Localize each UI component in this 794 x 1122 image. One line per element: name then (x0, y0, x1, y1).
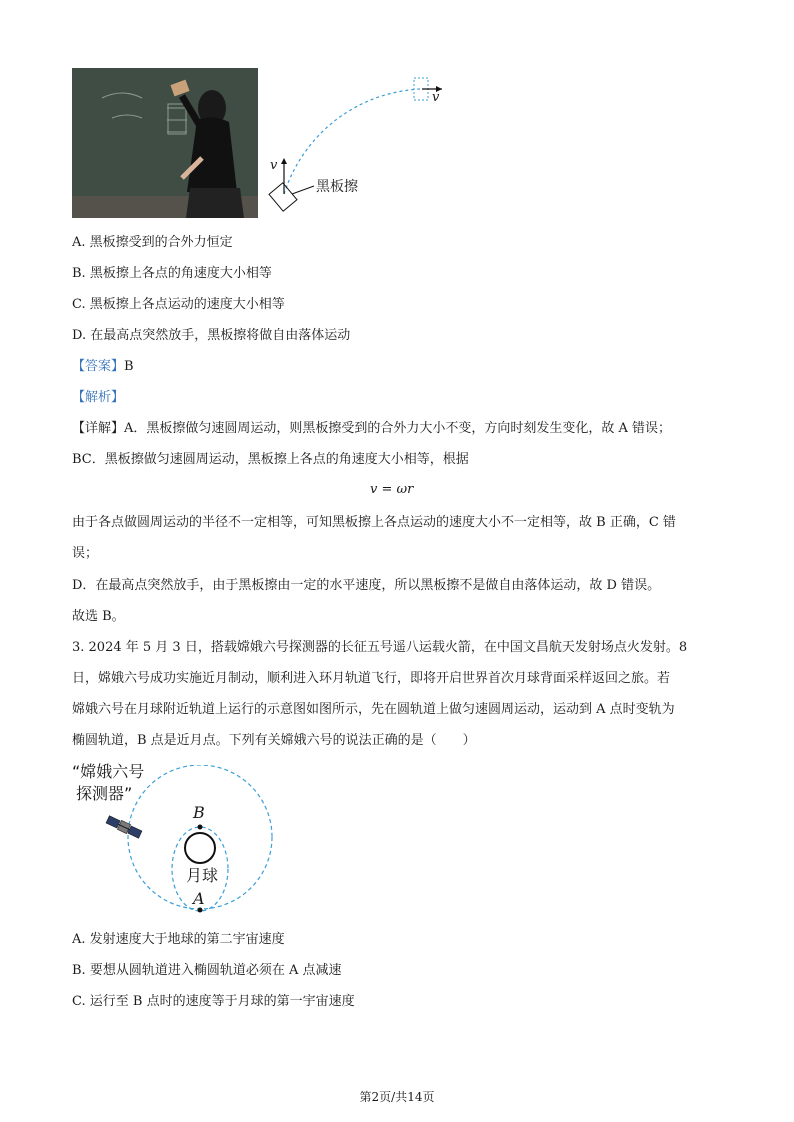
q2-option-c: C. 黑板擦上各点运动的速度大小相等 (72, 297, 285, 312)
point-b-dot (198, 825, 203, 830)
point-a-label: A (193, 889, 205, 908)
q3-line-1: 3. 2024 年 5 月 3 日，搭载嫦娥六号探测器的长征五号遥八运载火箭，在中国文昌航天发射场点火发射。8 (72, 640, 688, 655)
detail-text-1: A．黑板擦做匀速圆周运动，则黑板擦受到的合外力大小不变，方向时刻发生变化，故 A 错误； (124, 421, 672, 436)
q2-option-a: A. 黑板擦受到的合外力恒定 (72, 235, 233, 250)
point-b-label: B (193, 803, 205, 822)
moon-label: 月球 (186, 866, 219, 885)
lunar-orbit-diagram (72, 762, 302, 925)
analysis-tag: 【解析】 (72, 390, 125, 405)
detail-line-4: 误； (72, 546, 99, 561)
detail-line-6: 故选 B。 (72, 609, 125, 624)
eraser-trajectory-diagram (262, 68, 482, 228)
chalkboard-photo (72, 68, 258, 218)
detail-line-1 (72, 419, 671, 439)
q3-line-2: 日，嫦娥六号成功实施近月制动，顺利进入环月轨道飞行，即将开启世界首次月球背面采样返回之旅。若 (72, 671, 671, 686)
q3-option-b: B. 要想从圆轨道进入椭圆轨道必须在 A 点减速 (72, 963, 342, 978)
point-a-dot (198, 908, 203, 913)
q2-option-b: B. 黑板擦上各点的角速度大小相等 (72, 266, 272, 281)
answer-tag: 【答案】 (72, 359, 125, 374)
satellite-icon (106, 815, 143, 839)
eraser-bottom (269, 183, 297, 211)
page-number: 第2页/共14页 (359, 1090, 435, 1104)
detail-line-5: D．在最高点突然放手，由于黑板擦由一定的水平速度，所以黑板擦不是做自由落体运动，故 D 错误。 (72, 578, 661, 593)
probe-label-line2: 探测器” (76, 784, 133, 803)
answer-line (72, 357, 134, 377)
detail-tag: 【详解】 (72, 421, 125, 436)
q2-option-d: D. 在最高点突然放手，黑板擦将做自由落体运动 (72, 328, 351, 343)
moon (185, 833, 215, 863)
velocity-label-top: v (432, 90, 440, 105)
q3-line-4: 椭圆轨道，B 点是近月点。下列有关嫦娥六号的说法正确的是（ ） (72, 733, 476, 748)
detail-line-3: 由于各点做圆周运动的半径不一定相等，可知黑板擦上各点运动的速度大小不一定相等，故 B 正确，C 错 (72, 515, 676, 530)
velocity-label-bottom: v (270, 158, 278, 173)
q3-line-3: 嫦娥六号在月球附近轨道上运行的示意图如图所示，先在圆轨道上做匀速圆周运动，运动到 A 点时变轨为 (72, 702, 675, 717)
q3-option-a: A. 发射速度大于地球的第二宇宙速度 (72, 932, 285, 947)
equation: v = ωr (370, 482, 414, 497)
q3-option-c: C. 运行至 B 点时的速度等于月球的第一宇宙速度 (72, 994, 355, 1009)
answer-value: B (124, 359, 134, 374)
detail-line-2: BC．黑板擦做匀速圆周运动，黑板擦上各点的角速度大小相等，根据 (72, 452, 469, 467)
probe-label-line1: “嫦娥六号 (72, 762, 145, 781)
eraser-label: 黑板擦 (316, 179, 358, 195)
